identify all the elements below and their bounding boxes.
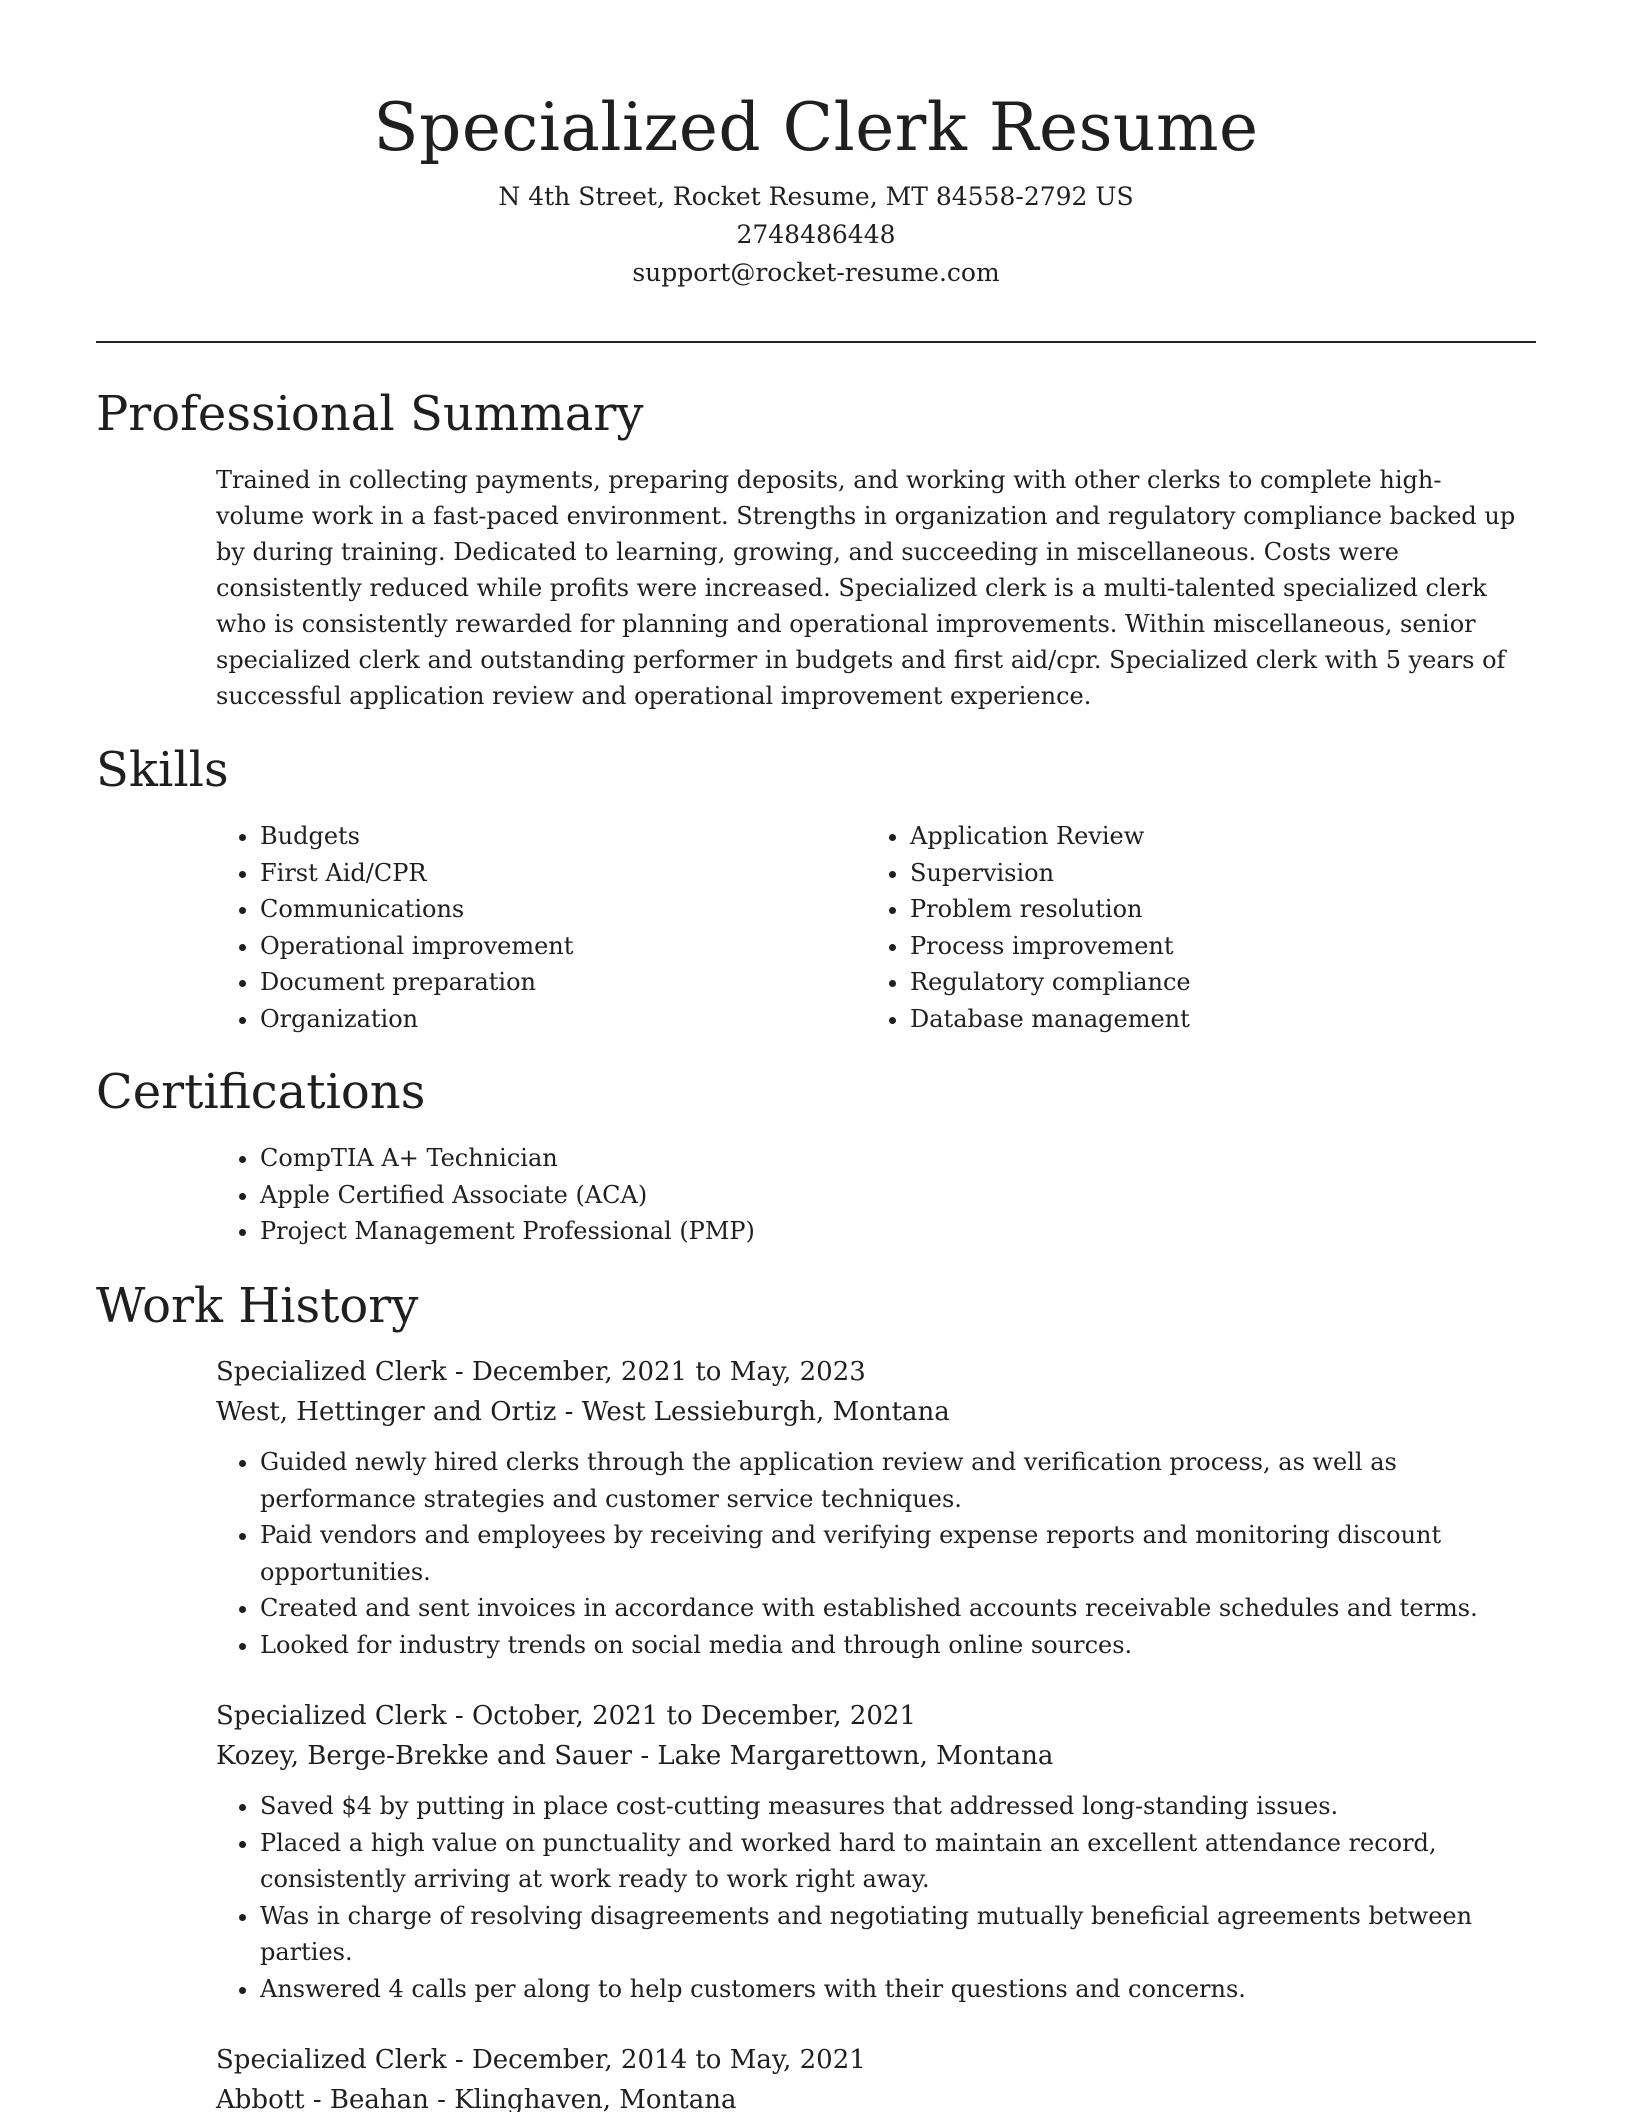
certifications-list bbox=[216, 1140, 1116, 1250]
certifications-heading: Certifications bbox=[96, 1064, 426, 1120]
separator: - bbox=[446, 1701, 472, 1731]
skills-column-right bbox=[866, 818, 1426, 1037]
job-entry bbox=[216, 1352, 1536, 1663]
skill-item: • Supervision bbox=[910, 855, 1426, 892]
job-company: Kozey, Berge-Brekke and Sauer bbox=[216, 1741, 633, 1771]
job-title-line bbox=[216, 1696, 1536, 1736]
skill-item: • Application Review bbox=[910, 818, 1426, 855]
job-company-line bbox=[216, 1392, 1536, 1432]
job-dates: December, 2021 to May, 2023 bbox=[471, 1357, 866, 1387]
summary-heading: Professional Summary bbox=[96, 386, 644, 442]
separator: - bbox=[446, 2045, 472, 2075]
job-title: Specialized Clerk bbox=[216, 2045, 447, 2075]
skills-heading: Skills bbox=[96, 742, 229, 798]
job-location: West Lessieburgh, Montana bbox=[581, 1397, 950, 1427]
job-location: Lake Margarettown, Montana bbox=[657, 1741, 1054, 1771]
job-bullet: • Was in charge of resolving disagreements and negotiating mutually beneficial agreements between parties. bbox=[260, 1898, 1536, 1971]
skill-item: • First Aid/CPR bbox=[260, 855, 776, 892]
contact-address: N 4th Street, Rocket Resume, MT 84558-2792 US bbox=[498, 182, 1134, 211]
job-entry bbox=[216, 1696, 1536, 2007]
job-bullet: • Saved $4 by putting in place cost-cutting measures that addressed long-standing issues. bbox=[260, 1788, 1536, 1825]
skill-item: • Document preparation bbox=[260, 964, 776, 1001]
certification-item: • Project Management Professional (PMP) bbox=[260, 1213, 1116, 1250]
skill-item: • Problem resolution bbox=[910, 891, 1426, 928]
job-bullets bbox=[216, 1444, 1536, 1663]
job-company-line bbox=[216, 1736, 1536, 1776]
job-location: Klinghaven, Montana bbox=[454, 2085, 737, 2112]
job-entry bbox=[216, 2040, 1536, 2112]
job-title-line bbox=[216, 1352, 1536, 1392]
job-company: Abbott - Beahan bbox=[216, 2085, 429, 2112]
job-bullet: • Created and sent invoices in accordance with established accounts receivable schedules and terms. bbox=[260, 1590, 1536, 1627]
job-company: West, Hettinger and Ortiz bbox=[216, 1397, 557, 1427]
resume-header bbox=[0, 78, 1632, 292]
job-bullet: • Paid vendors and employees by receiving and verifying expense reports and monitoring discount opportunities. bbox=[260, 1517, 1536, 1590]
summary-text: Trained in collecting payments, preparing deposits, and working with other clerks to complete high-volume work in a fast-paced environment. Strengths in organization and regulatory compliance backed up by during training. Dedicated to learning, growing, and succeeding in miscellaneous. Costs were consistently reduced while profits were increased. Specialized clerk is a multi-talented specialized clerk who is consistently rewarded for planning and operational improvements. Within miscellaneous, senior specialized clerk and outstanding performer in budgets and first aid/cpr. Specialized clerk with 5 years of successful application review and operational improvement experience. bbox=[216, 466, 1516, 710]
job-title: Specialized Clerk bbox=[216, 1357, 447, 1387]
job-dates: December, 2014 to May, 2021 bbox=[471, 2045, 866, 2075]
resume-title: Specialized Clerk Resume bbox=[373, 89, 1259, 166]
job-title: Specialized Clerk bbox=[216, 1701, 447, 1731]
skill-item: • Operational improvement bbox=[260, 928, 776, 965]
separator: - bbox=[446, 1357, 472, 1387]
job-title-line bbox=[216, 2040, 1536, 2080]
job-bullet: • Guided newly hired clerks through the application review and verification process, as well as performance strategies and customer service techniques. bbox=[260, 1444, 1536, 1517]
skill-item: • Organization bbox=[260, 1001, 776, 1038]
certification-item: • Apple Certified Associate (ACA) bbox=[260, 1177, 1116, 1214]
header-divider bbox=[96, 341, 1536, 343]
job-dates: October, 2021 to December, 2021 bbox=[471, 1701, 916, 1731]
job-company-line bbox=[216, 2080, 1536, 2112]
separator: - bbox=[556, 1397, 582, 1427]
separator: - bbox=[428, 2085, 455, 2112]
job-bullet: • Placed a high value on punctuality and worked hard to maintain an excellent attendance record, consistently arriving at work ready to work right away. bbox=[260, 1825, 1536, 1898]
certification-item: • CompTIA A+ Technician bbox=[260, 1140, 1116, 1177]
job-bullets bbox=[216, 1788, 1536, 2007]
skills-column-left bbox=[216, 818, 776, 1037]
work-history-heading: Work History bbox=[96, 1278, 419, 1334]
separator: - bbox=[632, 1741, 658, 1771]
skill-item: • Database management bbox=[910, 1001, 1426, 1038]
job-bullet: • Looked for industry trends on social media and through online sources. bbox=[260, 1627, 1536, 1664]
skill-item: • Regulatory compliance bbox=[910, 964, 1426, 1001]
skill-item: • Budgets bbox=[260, 818, 776, 855]
contact-email: support@rocket-resume.com bbox=[632, 258, 1000, 287]
contact-phone: 2748486448 bbox=[736, 220, 896, 249]
skill-item: • Communications bbox=[260, 891, 776, 928]
job-bullet: • Answered 4 calls per along to help customers with their questions and concerns. bbox=[260, 1971, 1536, 2008]
skill-item: • Process improvement bbox=[910, 928, 1426, 965]
